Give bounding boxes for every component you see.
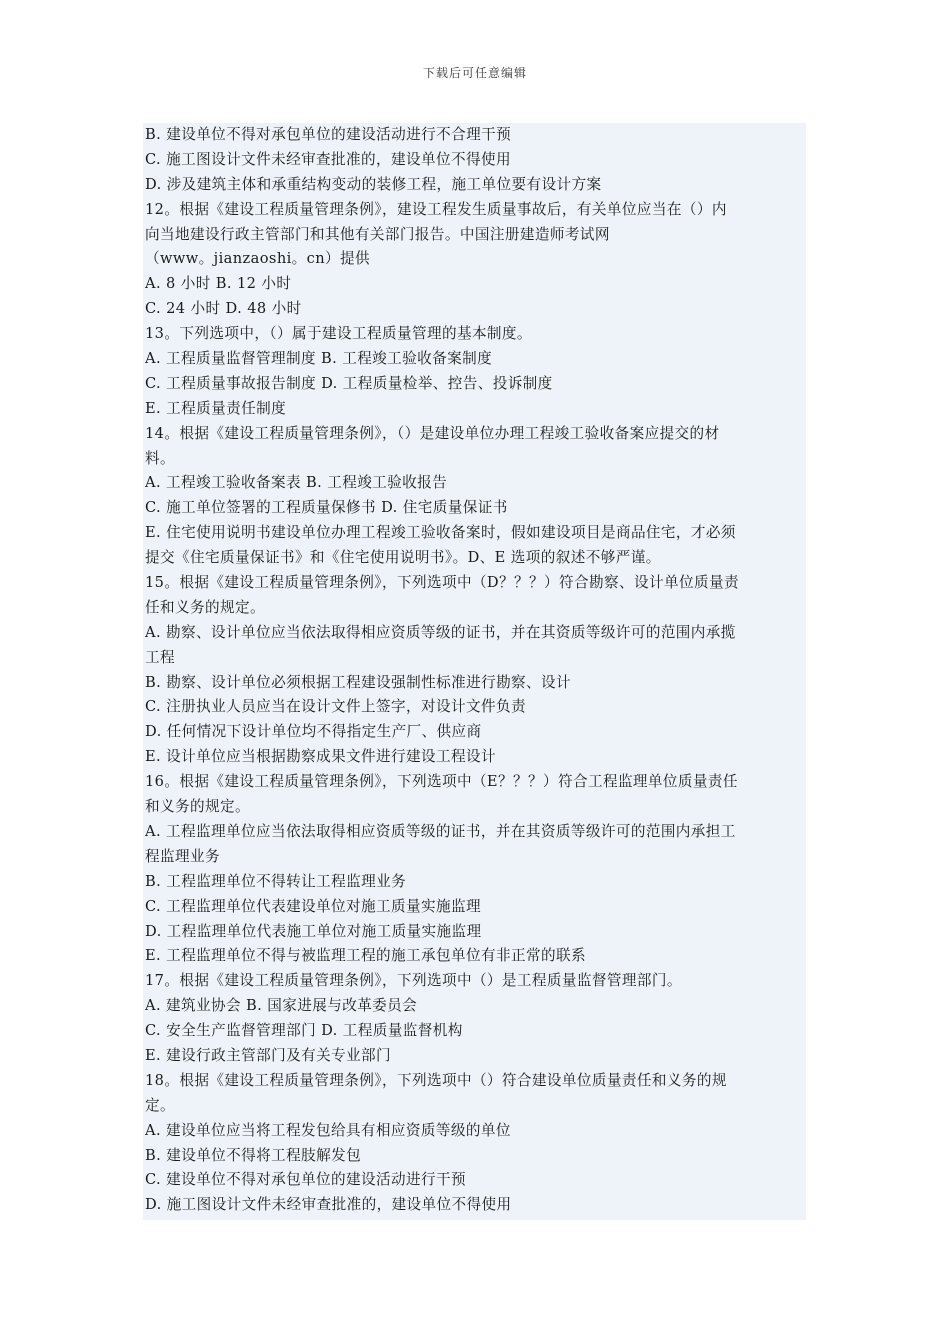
text-line: 任和义务的规定。	[145, 598, 265, 616]
option-line: A. 8 小时 B. 12 小时	[145, 275, 292, 293]
option-line: E. 工程监理单位不得与被监理工程的施工承包单位有非正常的联系	[145, 947, 586, 965]
option-line: B. 建设单位不得将工程肢解发包	[145, 1146, 362, 1164]
text-line: 提交《住宅质量保证书》和《住宅使用说明书》。D、E 选项的叙述不够严谨。	[145, 549, 661, 567]
option-line: A. 工程监理单位应当依法取得相应资质等级的证书，并在其资质等级许可的范围内承担工	[145, 822, 736, 840]
option-line: A. 建设单位应当将工程发包给具有相应资质等级的单位	[145, 1121, 511, 1139]
text-line: D. 涉及建筑主体和承重结构变动的装修工程，施工单位要有设计方案	[145, 175, 602, 193]
question-16-line: 16。根据《建设工程质量管理条例》，下列选项中（E？？？）符合工程监理单位质量责任	[145, 773, 738, 791]
option-line: C. 工程质量事故报告制度 D. 工程质量检举、控告、投诉制度	[145, 374, 553, 392]
text-line: C. 施工图设计文件未经审查批准的，建设单位不得使用	[145, 150, 511, 168]
option-line: A. 建筑业协会 B. 国家进展与改革委员会	[145, 997, 418, 1015]
option-line: C. 工程监理单位代表建设单位对施工质量实施监理	[145, 897, 481, 915]
option-line: A. 工程质量监督管理制度 B. 工程竣工验收备案制度	[145, 350, 493, 368]
option-line: E. 建设行政主管部门及有关专业部门	[145, 1046, 392, 1064]
question-15-line: 15。根据《建设工程质量管理条例》，下列选项中（D？？？）符合勘察、设计单位质量责	[145, 574, 739, 592]
text-line: 料。	[145, 449, 175, 467]
text-line: B. 建设单位不得对承包单位的建设活动进行不合理干预	[145, 126, 512, 143]
option-line: A. 工程竣工验收备案表 B. 工程竣工验收报告	[145, 474, 448, 492]
question-14-line: 14。根据《建设工程质量管理条例》，（）是建设单位办理工程竣工验收备案应提交的材	[145, 424, 720, 442]
option-line: D. 工程监理单位代表施工单位对施工质量实施监理	[145, 922, 482, 940]
question-12-line: 12。根据《建设工程质量管理条例》，建设工程发生质量事故后，有关单位应当在（）内	[145, 200, 727, 218]
option-line: E. 住宅使用说明书建设单位办理工程竣工验收备案时，假如建设项目是商品住宅，才必须	[145, 524, 736, 542]
option-line: C. 施工单位签署的工程质量保修书 D. 住宅质量保证书	[145, 499, 508, 517]
text-line: 向当地建设行政主管部门和其他有关部门报告。中国注册建造师考试网	[145, 225, 610, 243]
option-line: A. 勘察、设计单位应当依法取得相应资质等级的证书，并在其资质等级许可的范围内承揽	[145, 623, 736, 641]
question-13-line: 13。下列选项中，（）属于建设工程质量管理的基本制度。	[145, 325, 532, 343]
option-line: E. 设计单位应当根据勘察成果文件进行建设工程设计	[145, 748, 496, 766]
option-line: D. 任何情况下设计单位均不得指定生产厂、供应商	[145, 723, 482, 741]
question-17-line: 17。根据《建设工程质量管理条例》，下列选项中（）是工程质量监督管理部门。	[145, 972, 682, 990]
page-header: 下载后可任意编辑	[422, 66, 527, 80]
text-line: 程监理业务	[145, 847, 220, 865]
option-line: B. 工程监理单位不得转让工程监理业务	[145, 872, 407, 890]
option-line: C. 建设单位不得对承包单位的建设活动进行干预	[145, 1171, 467, 1189]
option-line: C. 注册执业人员应当在设计文件上签字，对设计文件负责	[145, 698, 526, 716]
option-line: B. 勘察、设计单位必须根据工程建设强制性标准进行勘察、设计	[145, 673, 572, 691]
option-line: C. 24 小时 D. 48 小时	[145, 300, 302, 318]
question-18-line: 18。根据《建设工程质量管理条例》，下列选项中（）符合建设单位质量责任和义务的规	[145, 1071, 727, 1089]
text-line: （www。jianzaoshi。cn）提供	[145, 250, 371, 268]
document-body	[143, 123, 806, 1220]
option-line: C. 安全生产监督管理部门 D. 工程质量监督机构	[145, 1022, 463, 1040]
option-line: E. 工程质量责任制度	[145, 399, 287, 417]
text-line: 定。	[145, 1096, 175, 1114]
text-line: 和义务的规定。	[145, 798, 250, 816]
option-line: D. 施工图设计文件未经审查批准的，建设单位不得使用	[145, 1196, 512, 1214]
text-line: 工程	[145, 648, 175, 666]
